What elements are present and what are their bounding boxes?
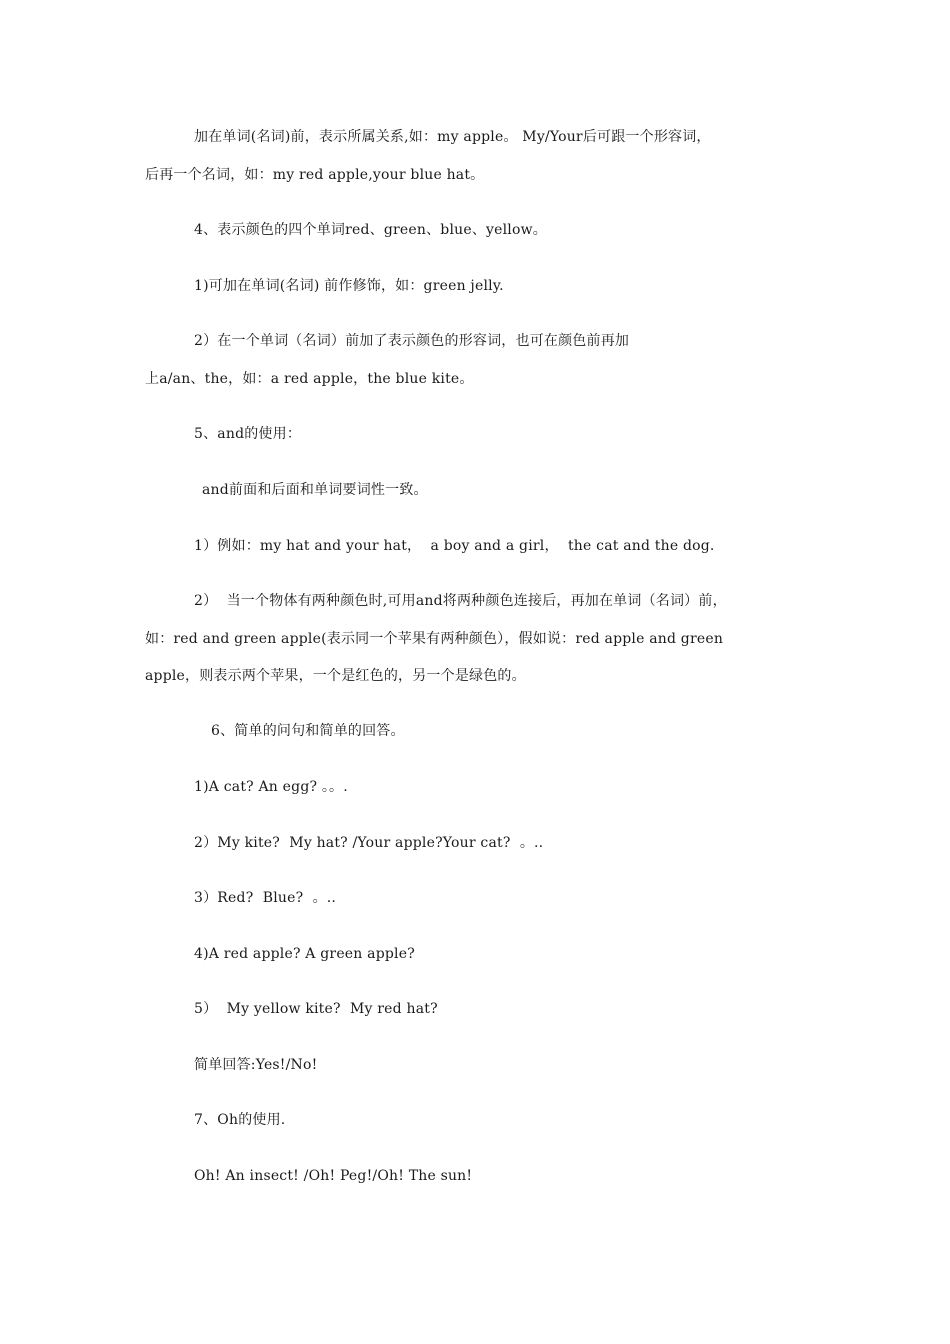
section-6-item-3: 3）Red? Blue? 。..	[194, 890, 337, 906]
section-4-heading: 4、表示颜色的四个单词red、green、blue、yellow。	[194, 222, 547, 238]
section-7-heading: 7、Oh的使用.	[194, 1112, 286, 1128]
section-5-item-2-line-2: 如：red and green apple(表示同一个苹果有两种颜色），假如说：red apple and green	[145, 631, 724, 647]
section-6-item-2: 2）My kite? My hat? /Your apple?Your cat? 。..	[194, 835, 544, 851]
section-6-item-5: 5） My yellow kite? My red hat?	[194, 1001, 438, 1017]
section-6-item-4: 4)A red apple? A green apple?	[194, 946, 415, 962]
section-7-example: Oh! An insect! /Oh! Peg!/Oh! The sun!	[194, 1168, 473, 1184]
section-6-heading: 6、简单的问句和简单的回答。	[211, 723, 405, 739]
paragraph-line-2: 后再一个名词，如：my red apple,your blue hat。	[145, 167, 485, 183]
section-5-item-2-line-3: apple，则表示两个苹果，一个是红色的，另一个是绿色的。	[145, 668, 526, 684]
section-4-item-2-line-2: 上a/an、the，如：a red apple，the blue kite。	[145, 371, 474, 387]
section-4-item-1: 1)可加在单词(名词) 前作修饰，如：green jelly.	[194, 278, 504, 294]
section-5-item-1: 1）例如：my hat and your hat， a boy and a girl， the cat and the dog.	[194, 538, 715, 554]
paragraph-line-1: 加在单词(名词)前，表示所属关系,如：my apple。 My/Your后可跟一个形容词，	[194, 129, 711, 145]
section-5-item-2-line-1: 2） 当一个物体有两种颜色时,可用and将两种颜色连接后，再加在单词（名词）前，	[194, 593, 727, 609]
section-6-answer: 简单回答:Yes!/No!	[194, 1057, 318, 1073]
section-5-heading: 5、and的使用：	[194, 426, 302, 442]
section-5-rule: and前面和后面和单词要词性一致。	[202, 482, 428, 498]
section-6-item-1: 1)A cat? An egg? 。。.	[194, 779, 348, 795]
section-4-item-2-line-1: 2）在一个单词（名词）前加了表示颜色的形容词，也可在颜色前再加	[194, 333, 630, 349]
